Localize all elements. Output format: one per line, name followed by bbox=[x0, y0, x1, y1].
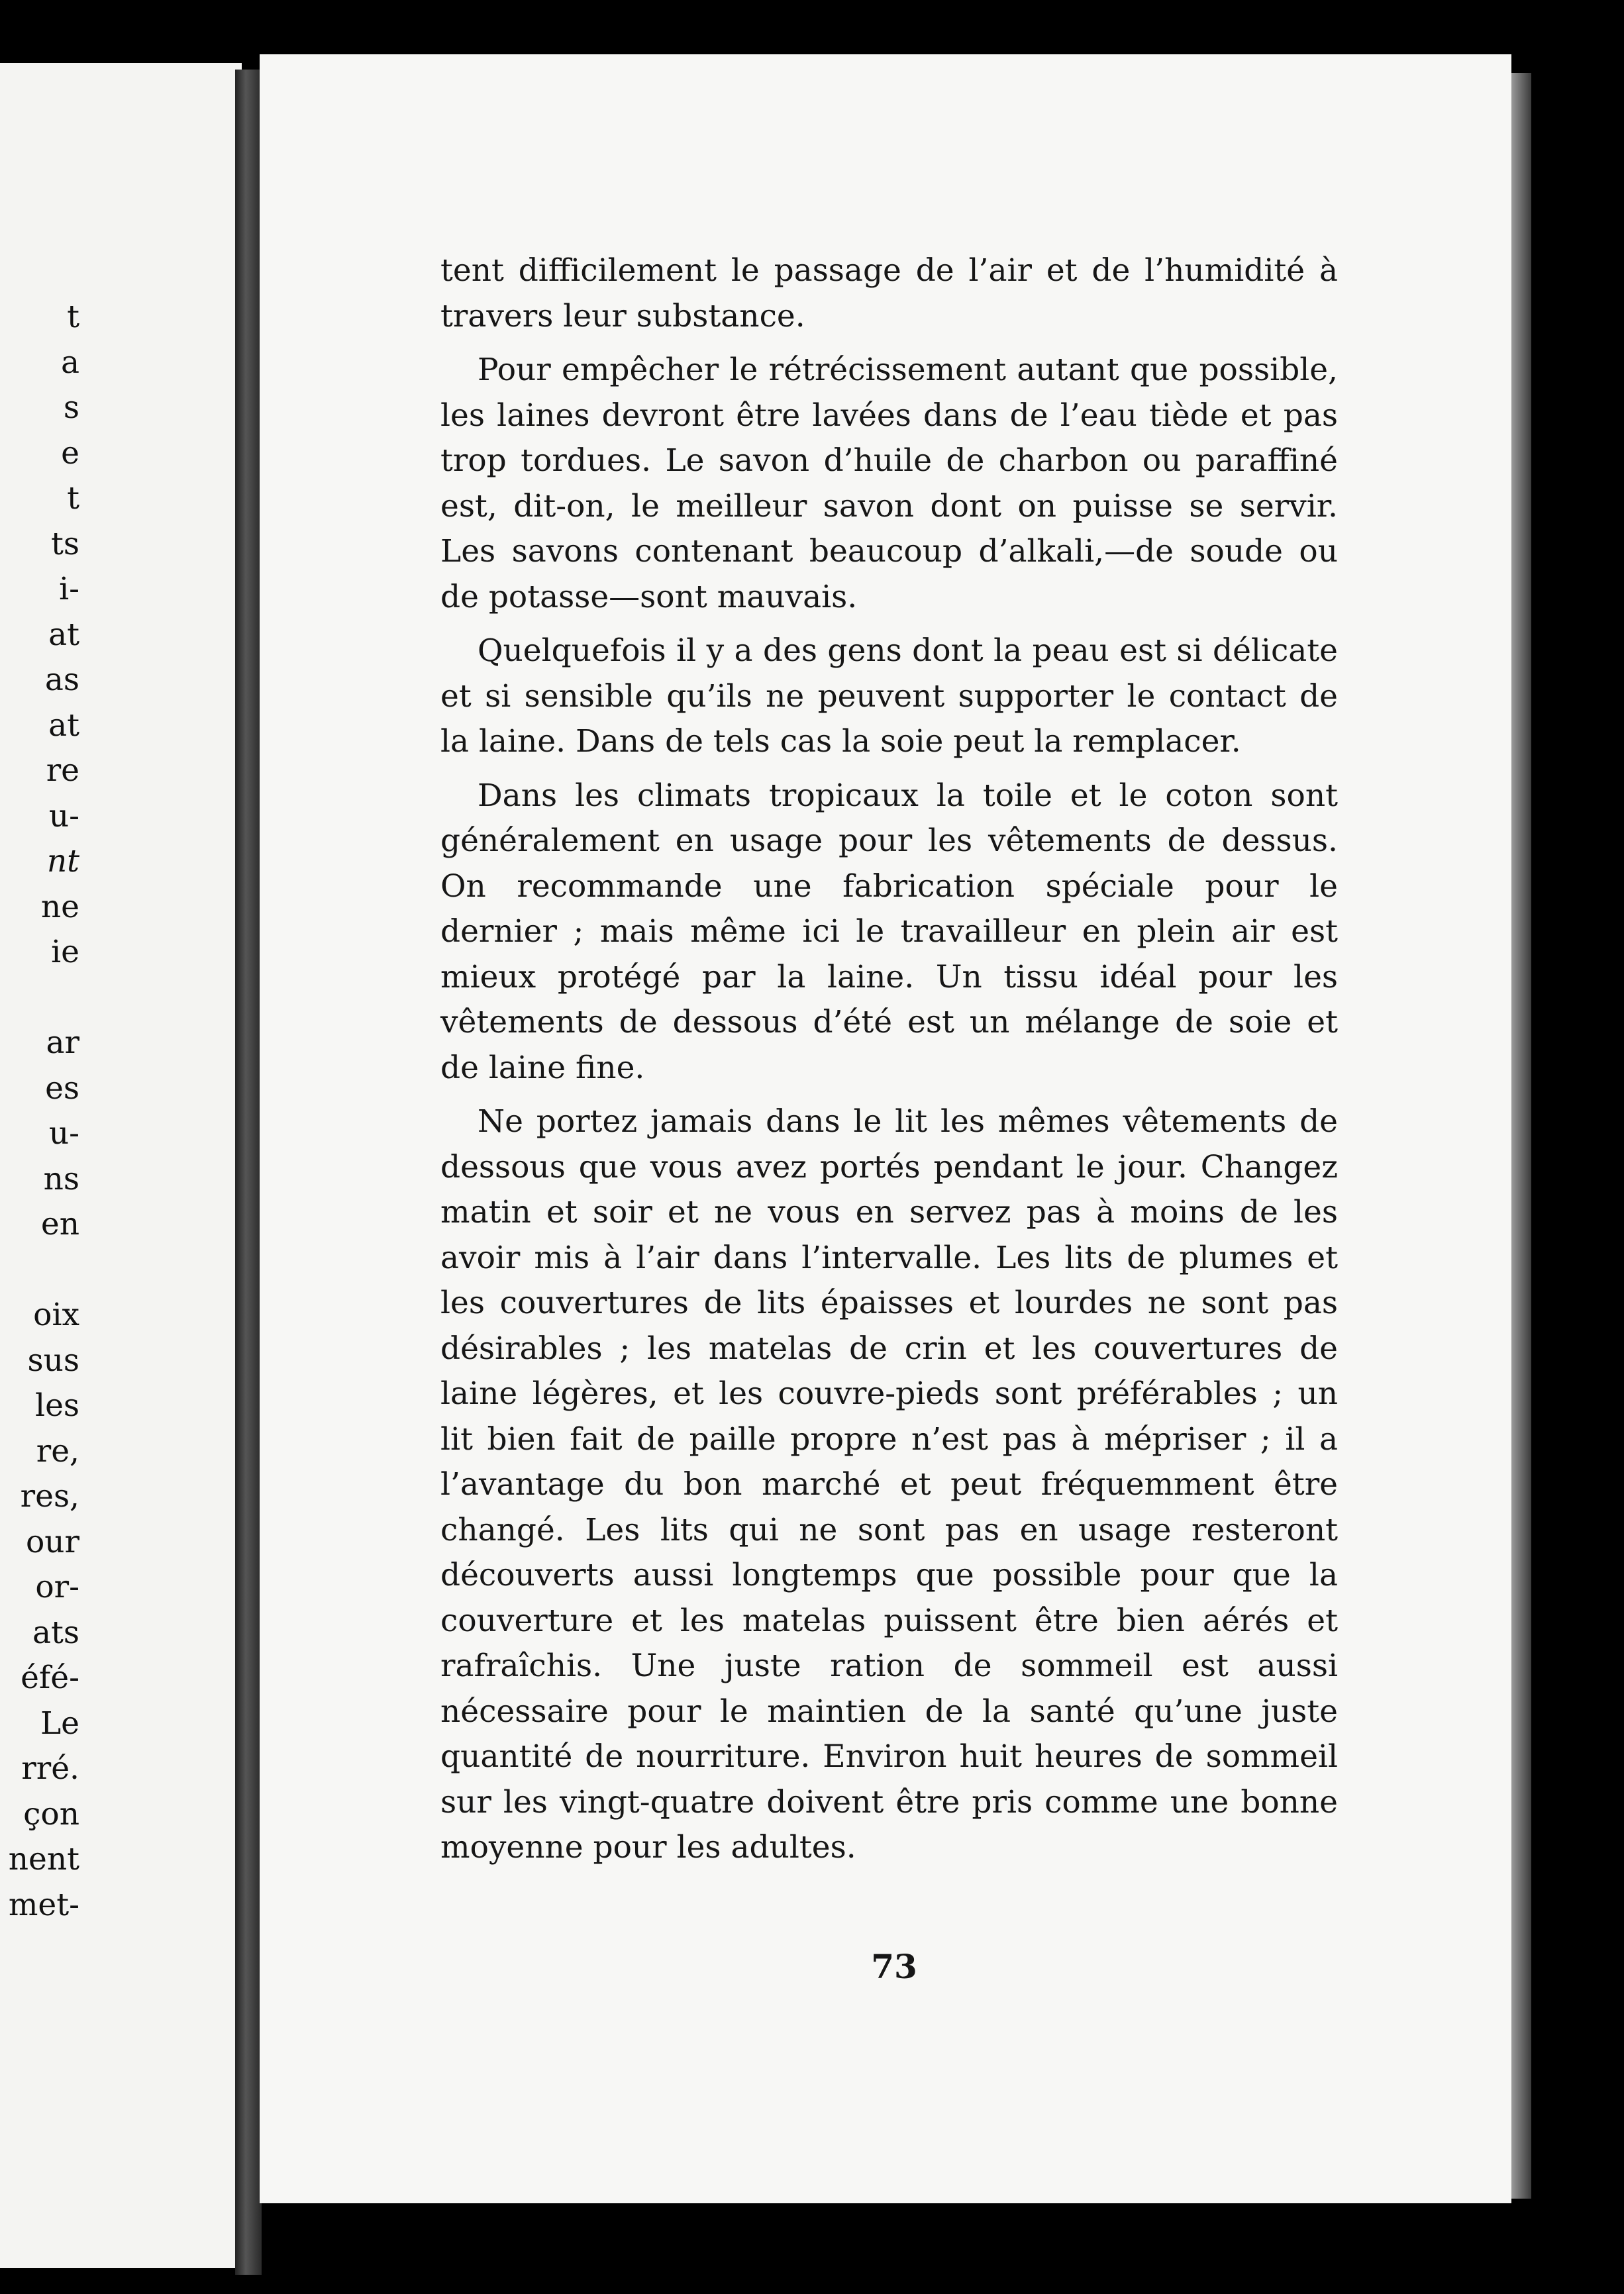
fragment-line: res, bbox=[20, 1478, 79, 1515]
fragment-line: les bbox=[35, 1387, 79, 1424]
fragment-line: t bbox=[67, 299, 79, 335]
fragment-line: met- bbox=[8, 1886, 79, 1923]
fragment-line: ts bbox=[50, 525, 79, 562]
fragment-line: rré. bbox=[21, 1750, 79, 1787]
book-gutter bbox=[235, 70, 262, 2275]
fragment-line: i- bbox=[59, 571, 79, 607]
fragment-line: our bbox=[25, 1523, 79, 1560]
paragraph-4: Dans les climats tropicaux la toile et le coton sont généralement en usage pour les vêtements de dessus. On recommande une fabrication spéciale pour le dernier ; mais même ici le travailleur en plein air est mieux protégé par la laine. Un tissu idéal pour les vêtements de dessous d’été est un mélange de soie et de laine fine. bbox=[440, 777, 1338, 1086]
fragment-line: sus bbox=[27, 1342, 79, 1379]
page-number: 73 bbox=[871, 1947, 917, 1986]
fragment-line: Le bbox=[40, 1705, 79, 1742]
fragment-line: s bbox=[63, 389, 79, 426]
fragment-line: as bbox=[44, 662, 79, 698]
fragment-line: nt bbox=[46, 843, 79, 879]
fragment-line: or- bbox=[35, 1569, 79, 1605]
fragment-line: ns bbox=[43, 1160, 79, 1197]
fragment-line: a bbox=[60, 344, 79, 381]
fragment-line: en bbox=[40, 1206, 79, 1242]
fragment-line: re bbox=[46, 752, 79, 789]
fragment-line: nent bbox=[8, 1841, 79, 1877]
previous-page bbox=[0, 63, 242, 2268]
fragment-line: re, bbox=[36, 1432, 79, 1470]
page-body bbox=[440, 248, 1338, 1879]
fragment-line: e bbox=[61, 434, 79, 472]
fragment-line: ie bbox=[51, 934, 79, 970]
page-edge-shadow bbox=[1511, 73, 1531, 2199]
fragment-line: es bbox=[45, 1070, 79, 1107]
fragment-line: u- bbox=[48, 1115, 79, 1152]
fragment-line: ats bbox=[32, 1614, 79, 1651]
fragment-line: u- bbox=[48, 797, 79, 834]
paragraph-1: tent difficilement le passage de l’air et de l’humidité à travers leur substance. bbox=[440, 252, 1338, 334]
paragraph-5: Ne portez jamais dans le lit les mêmes vêtements de dessous que vous avez portés pendant le jour. Changez matin et soir et ne vous en servez pas à moins de les avoir mis à l’air dans l’intervalle. Les lits de plumes et les couvertures de lits épaisses et lourdes ne sont pas désirables ; les matelas de crin et les couvertures de laine légères, et les couvre-pieds sont préférables ; un lit bien fait de paille propre n’est pas à mépriser ; il a l’avantage du bon marché et peut fréquemment être changé. Les lits qui ne sont pas en usage resteront découverts aussi longtemps que possible pour que la couverture et les matelas puissent être bien aérés et rafraîchis. Une juste ration de sommeil est aussi nécessaire pour le maintien de la santé qu’une juste quantité de nourriture. Environ huit heures de sommeil sur les vingt-quatre doivent être pris comme une bonne moyenne pour les adultes. bbox=[440, 1103, 1338, 1866]
fragment-line: t bbox=[67, 480, 79, 517]
fragment-line: ne bbox=[40, 888, 79, 925]
previous-page-text-fragments bbox=[0, 295, 79, 1928]
fragment-line: at bbox=[48, 707, 79, 744]
fragment-line: oix bbox=[33, 1297, 79, 1333]
fragment-line: éfé- bbox=[21, 1660, 79, 1696]
paragraph-3: Quelquefois il y a des gens dont la peau est si délicate et si sensible qu’ils ne peuvent supporter le contact de la laine. Dans de tels cas la soie peut la remplacer. bbox=[440, 632, 1338, 760]
paragraph-2: Pour empêcher le rétrécissement autant que possible, les laines devront être lavées dans de l’eau tiède et pas trop tordues. Le savon d’huile de charbon ou paraffiné est, dit-on, le meilleur savon dont on puisse se servir. Les savons contenant beaucoup d’alkali,—de soude ou de potasse—sont mauvais. bbox=[440, 352, 1338, 615]
fragment-line: at bbox=[48, 616, 79, 653]
fragment-line bbox=[0, 1248, 79, 1293]
fragment-line: çon bbox=[23, 1795, 79, 1832]
fragment-line: ar bbox=[46, 1024, 79, 1061]
fragment-line bbox=[0, 975, 79, 1021]
